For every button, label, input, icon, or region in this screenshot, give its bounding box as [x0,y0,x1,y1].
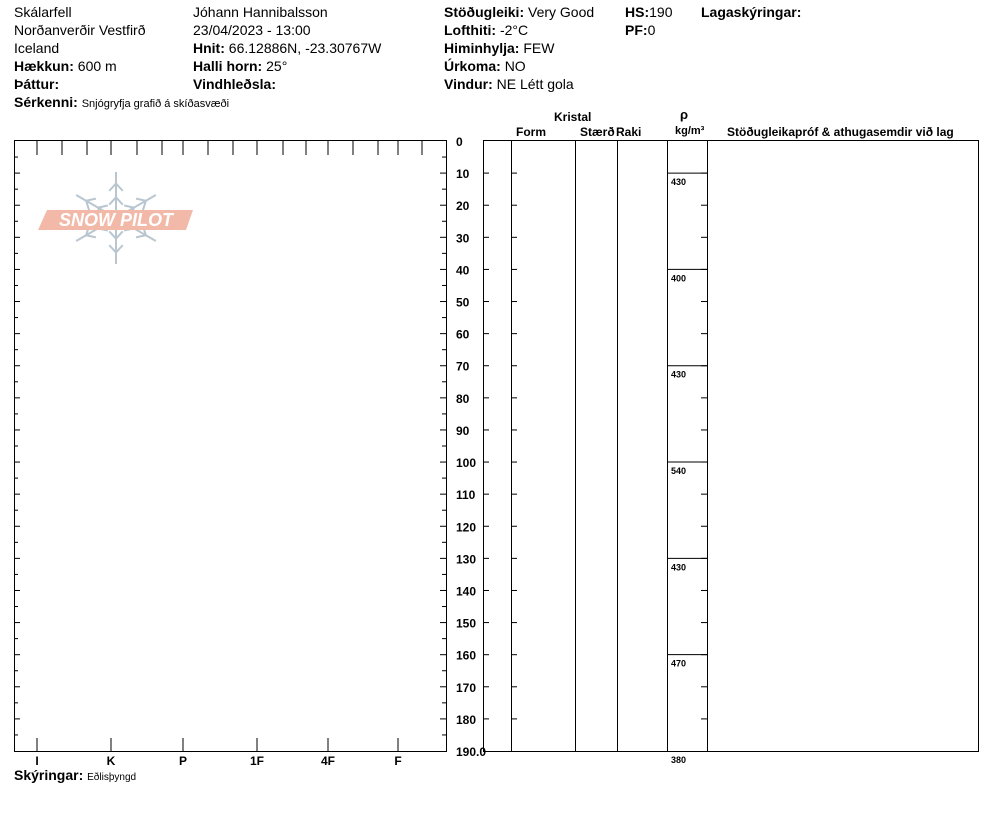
density-value: 380 [671,755,687,765]
depth-tick-label: 90 [456,423,470,438]
depth-tick-label: 110 [456,488,476,503]
air-temp-value: -2°C [499,22,529,38]
depth-tick-label: 30 [456,231,470,246]
depth-tick-label: 100 [456,456,477,471]
snowflake-branch [116,197,123,204]
elevation-label: Hækkun: [14,58,74,74]
sky-value: FEW [523,40,555,56]
elevation-value: 600 m [77,58,117,74]
coords-label: Hnit: [193,40,225,56]
depth-tick-label: 180 [456,712,477,727]
pf-label: PF: [625,22,648,38]
layer-notes-label: Lagaskýringar: [701,4,802,20]
slope-value: 25° [266,58,288,74]
aspect-label: Þáttur: [14,76,60,92]
table-depth-ticks [483,173,707,719]
rho-symbol: ρ [680,107,689,122]
snowflake-branch [136,199,146,201]
crystal-header: Kristal [554,110,592,124]
hardness-tick-label: F [394,754,402,768]
region-name: Norðanverðir Vestfirð [14,22,146,38]
depth-tick-label: 120 [456,520,477,535]
snowflake-branch [116,184,123,191]
pf-value: 0 [647,22,656,38]
depth-tick-label: 130 [456,552,477,567]
snowflake-branch [86,199,96,201]
depth-tick-label: 170 [456,680,477,695]
density-value: 470 [671,658,687,669]
layers-table-frame [484,141,979,752]
depth-tick-label: 20 [456,199,470,214]
form-header: Form [516,125,546,139]
depth-axis-labels [456,135,486,759]
precip-value: NO [504,58,526,74]
depth-tick-label: 40 [456,263,470,278]
snowflake-branch [136,235,146,237]
slope-label: Halli horn: [193,58,263,74]
depth-tick-label: 70 [456,359,470,374]
density-value: 430 [671,177,687,188]
hardness-axis-labels [35,738,401,768]
moisture-header: Raki [616,125,642,139]
hs-value: 190 [649,4,673,20]
depth-tick-label: 150 [456,616,477,631]
observation-datetime: 23/04/2023 - 13:00 [193,22,311,38]
hardness-tick-label: I [35,754,39,768]
legend-value: Eðlisþyngd [87,772,137,783]
depth-tick-label: 190.0 [456,745,487,759]
wind-label: Vindur: [444,76,493,92]
hardness-tick-label: 1F [249,754,265,768]
depth-tick-label: 10 [456,167,470,182]
depth-tick-label: 140 [456,584,477,599]
density-unit: kg/m³ [675,125,705,137]
coords-value: 66.12886N, -23.30767W [228,40,382,56]
depth-tick-label: 80 [456,391,470,406]
snowflake-branch [109,197,116,204]
air-temp-label: Lofthiti: [444,22,497,38]
depth-tick-label: 160 [456,648,477,663]
hardness-tick-label: 4F [320,754,336,768]
density-value: 430 [671,369,687,380]
depth-tick-label: 60 [456,327,470,342]
size-header: Stærð [580,125,615,139]
hardness-tick-label: K [106,754,116,768]
legend-field [14,767,136,786]
density-value: 540 [671,466,687,477]
snowpilot-logo [38,172,193,264]
density-layers [667,173,707,765]
sky-label: Himinhylja: [444,40,520,56]
snowflake-branch [116,245,123,252]
density-value: 430 [671,562,687,573]
precip-label: Úrkoma: [444,58,501,74]
location-name: Skálarfell [14,4,72,20]
snowflake-branch [98,205,108,207]
hardness-graph-frame [15,141,447,752]
hardness-tick-label: P [178,754,188,768]
wind-loading-label: Vindhleðsla: [193,76,276,92]
depth-tick-label: 0 [456,135,463,149]
tests-header: Stöðugleikapróf & athugasemdir við lag [727,125,954,139]
special-label: Sérkenni: [14,94,78,110]
stability-value: Very Good [528,4,595,20]
stability-label: Stöðugleiki: [444,4,525,20]
hardness-top-ticks [37,141,422,155]
logo-text: SNOW PILOT [59,210,173,230]
density-value: 400 [671,273,687,284]
legend-label: Skýringar: [14,767,84,783]
snowflake-branch [124,205,134,207]
depth-ticks [14,157,446,735]
wind-value: NE Létt gola [496,76,574,92]
country-name: Iceland [14,40,60,56]
snowflake-branch [116,231,123,238]
hs-label: HS: [625,4,650,20]
depth-tick-label: 50 [456,295,470,310]
special-value: Snjógryfja grafið á skíðasvæði [81,98,230,110]
snowflake-branch [86,235,96,237]
snowflake-branch [109,184,116,191]
snowflake-branch [109,231,116,238]
snowflake-branch [109,245,116,252]
observer-name: Jóhann Hannibalsson [193,4,328,20]
